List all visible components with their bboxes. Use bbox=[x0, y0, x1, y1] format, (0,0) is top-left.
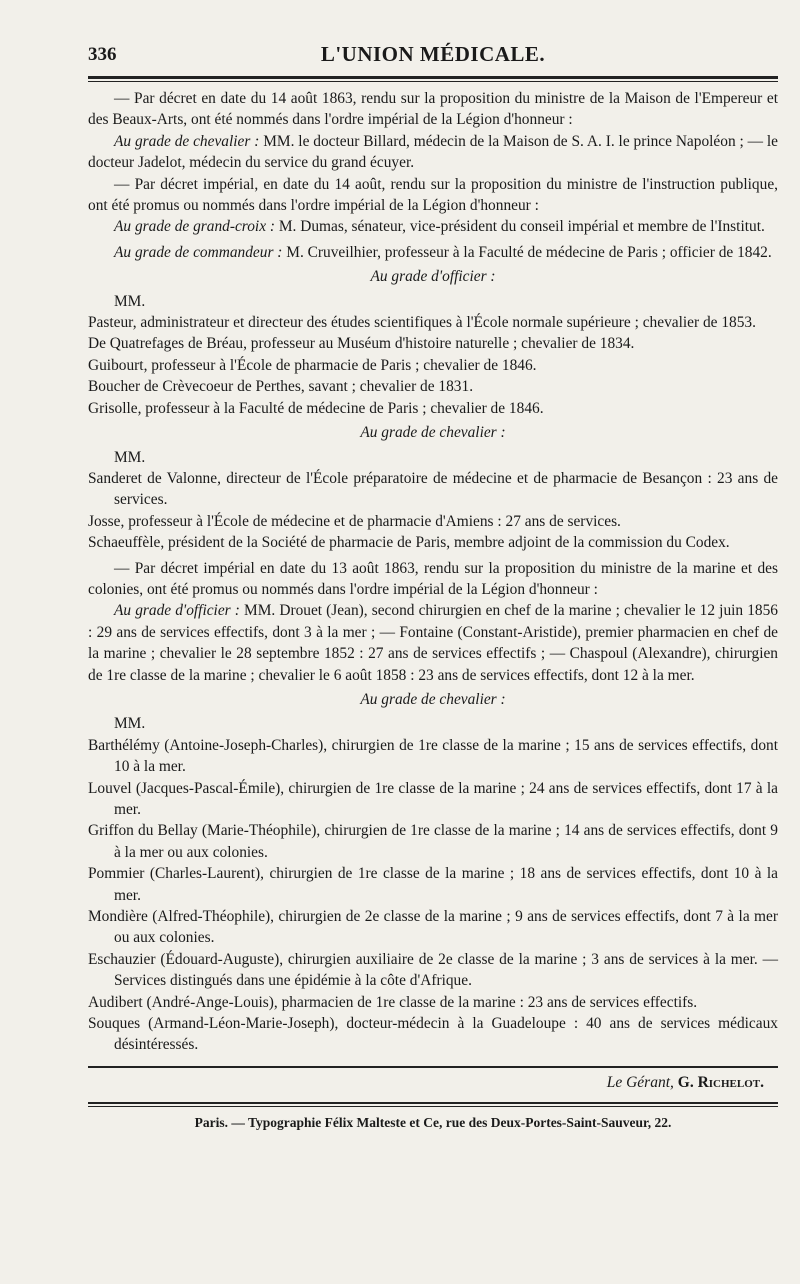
grade-paragraph bbox=[88, 216, 778, 237]
header-rule bbox=[88, 76, 778, 79]
list-item: Schaeuffèle, président de la Société de pharmacie de Paris, membre adjoint de la commission du Codex. bbox=[88, 534, 730, 552]
grade-label: Au grade d'officier : bbox=[114, 602, 240, 620]
page-number: 336 bbox=[88, 44, 117, 65]
list-item: Sanderet de Valonne, directeur de l'École préparatoire de médecine et de pharmacie de Besançon : 23 ans de services. bbox=[88, 469, 778, 509]
mm-label: MM. bbox=[114, 715, 146, 733]
section-heading: Au grade d'officier : bbox=[370, 268, 496, 286]
list-item: Guibourt, professeur à l'École de pharmacie de Paris ; chevalier de 1846. bbox=[88, 356, 537, 374]
decree-paragraph: — Par décret impérial en date du 13 août 1863, rendu sur la proposition du ministre de la marine et des colonies, ont été promus ou nommés dans l'ordre impérial de la Légion d'honneur : bbox=[88, 559, 778, 598]
grade-text: MM. Drouet (Jean), second chirurgien en chef de la marine ; chevalier le 12 juin 1856 : 29 ans de services effectifs, dont 3 à la mer ; — Fontaine (Constant-Aristide), premier pharmacien en chef de la marine ; chevalier le 28 septembre 1852 : 27 ans de services effectifs ; — Chaspoul (Alexandre), chirurgien de 1re classe de la marine ; chevalier le 6 août 1858 : 23 ans de services effectifs, dont 12 à la mer. bbox=[88, 602, 779, 684]
list-item: Josse, professeur à l'École de médecine et de pharmacie d'Amiens : 27 ans de services. bbox=[88, 512, 621, 530]
list-item: Audibert (André-Ange-Louis), pharmacien de 1re classe de la marine : 23 ans de services effectifs. bbox=[88, 993, 698, 1011]
header-rule-thin bbox=[88, 81, 778, 82]
list-item: Griffon du Bellay (Marie-Théophile), chirurgien de 1re classe de la marine ; 14 ans de services effectifs, dont 9 à la mer ou aux colonies. bbox=[88, 822, 778, 861]
section-heading: Au grade de chevalier : bbox=[360, 424, 506, 442]
grade-text: M. Cruveilhier, professeur à la Faculté de médecine de Paris ; officier de 1842. bbox=[282, 243, 772, 261]
footer-rule bbox=[88, 1066, 778, 1068]
grade-label: Au grade de grand-croix : bbox=[114, 218, 275, 236]
list-item: Eschauzier (Édouard-Auguste), chirurgien auxiliaire de 2e classe de la marine ; 3 ans de services à la mer. — Services distingués dans une épidémie à la côte d'Afrique. bbox=[88, 950, 778, 990]
page-header bbox=[88, 42, 778, 72]
printer-line: Paris. — Typographie Félix Malteste et Ce, rue des Deux-Portes-Saint-Sauveur, 22. bbox=[194, 1114, 672, 1130]
mm-label: MM. bbox=[114, 448, 146, 466]
article-body bbox=[88, 88, 778, 1056]
grade-paragraph bbox=[88, 131, 778, 174]
grade-label: Au grade de commandeur : bbox=[114, 243, 283, 261]
signature bbox=[88, 1074, 764, 1092]
mm-label: MM. bbox=[114, 292, 146, 310]
list-item: Pasteur, administrateur et directeur des études scientifiques à l'École normale supérieure ; chevalier de 1853. bbox=[88, 314, 756, 332]
list-item: Pommier (Charles-Laurent), chirurgien de 1re classe de la marine ; 18 ans de services effectifs, dont 10 à la mer. bbox=[88, 865, 778, 904]
bottom-rule-thin bbox=[88, 1106, 778, 1107]
grade-text: MM. le docteur Billard, médecin de la Maison de S. A. I. le prince Napoléon ; — le docteur Jadelot, médecin du service du grand écuyer. bbox=[88, 132, 779, 172]
section-heading: Au grade de chevalier : bbox=[360, 690, 506, 708]
page bbox=[88, 42, 778, 1131]
grade-paragraph bbox=[88, 242, 778, 263]
list-item: Boucher de Crèvecoeur de Perthes, savant ; chevalier de 1831. bbox=[88, 378, 474, 396]
list-item: De Quatrefages de Bréau, professeur au Muséum d'histoire naturelle ; chevalier de 1834. bbox=[88, 335, 635, 353]
signature-name: G. Richelot. bbox=[677, 1073, 764, 1091]
list-item: Louvel (Jacques-Pascal-Émile), chirurgien de 1re classe de la marine ; 24 ans de services effectifs, dont 17 à la mer. bbox=[88, 779, 778, 818]
bottom-rule bbox=[88, 1102, 778, 1104]
list-item: Barthélémy (Antoine-Joseph-Charles), chirurgien de 1re classe de la marine ; 15 ans de services effectifs, dont 10 à la mer. bbox=[88, 736, 778, 776]
list-item: Mondière (Alfred-Théophile), chirurgien de 2e classe de la marine ; 9 ans de services effectifs, dont 7 à la mer ou aux colonies. bbox=[88, 908, 778, 947]
grade-label: Au grade de chevalier : bbox=[114, 132, 260, 150]
grade-paragraph bbox=[88, 600, 778, 686]
decree-paragraph: — Par décret impérial, en date du 14 août, rendu sur la proposition du ministre de l'instruction publique, ont été promus ou nommés dans l'ordre impérial de la Légion d'honneur : bbox=[88, 175, 778, 215]
list-item: Souques (Armand-Léon-Marie-Joseph), docteur-médecin à la Guadeloupe : 40 ans de services médicaux désintéressés. bbox=[88, 1015, 778, 1054]
grade-text: M. Dumas, sénateur, vice-président du conseil impérial et membre de l'Institut. bbox=[275, 218, 765, 236]
journal-title: L'UNION MÉDICALE. bbox=[320, 42, 546, 66]
decree-paragraph: — Par décret en date du 14 août 1863, rendu sur la proposition du ministre de la Maison de l'Empereur et des Beaux-Arts, ont été nommés dans l'ordre impérial de la Légion d'honneur : bbox=[88, 90, 778, 129]
signature-label: Le Gérant, bbox=[606, 1073, 674, 1091]
list-item: Grisolle, professeur à la Faculté de médecine de Paris ; chevalier de 1846. bbox=[88, 399, 544, 417]
